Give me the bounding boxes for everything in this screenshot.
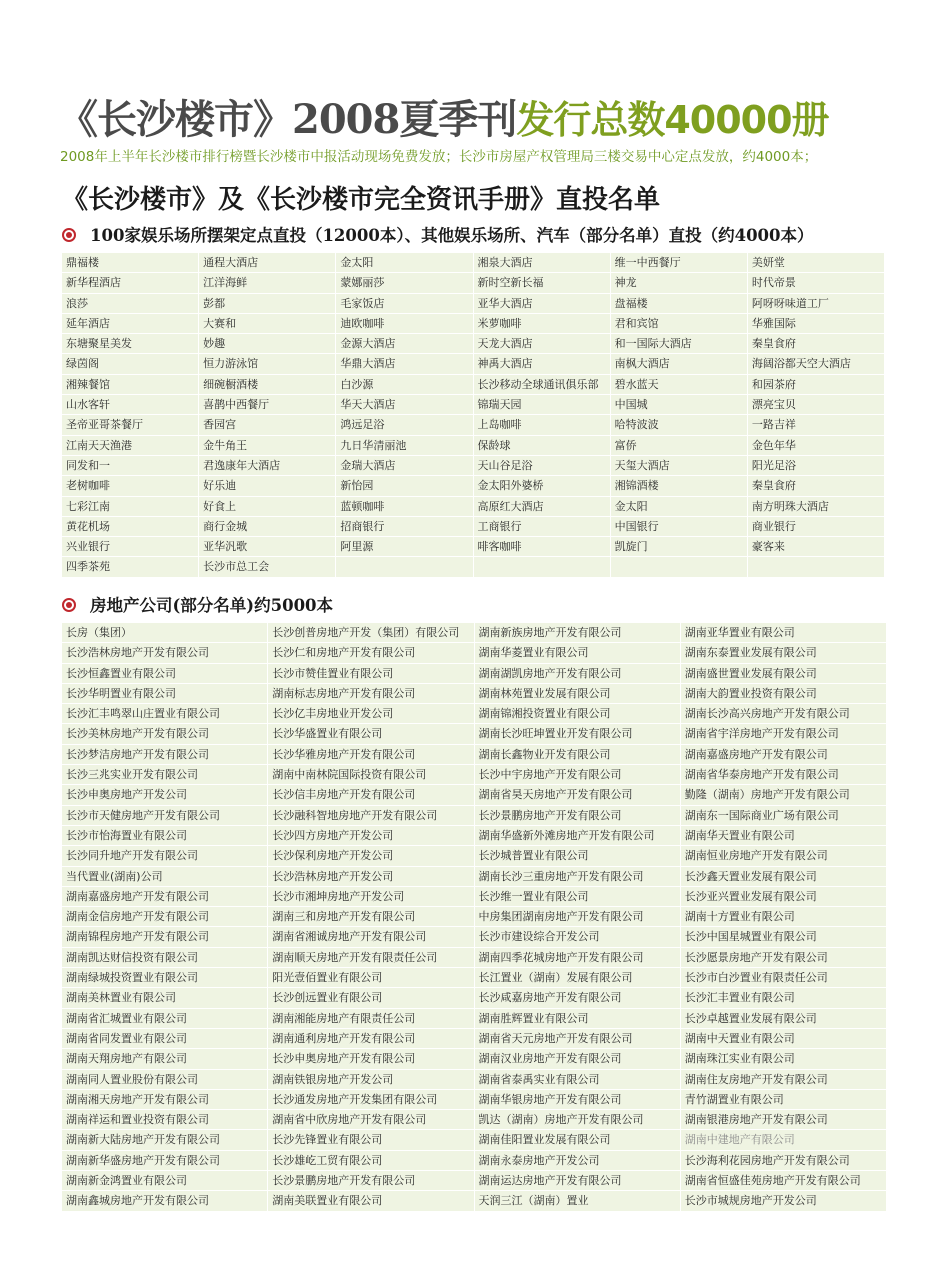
table-cell: 湘辣餐馆 bbox=[62, 375, 198, 395]
table-cell: 金牛角王 bbox=[199, 436, 335, 456]
table-cell: 湖南华菱置业有限公司 bbox=[475, 643, 680, 663]
table-cell: 金色年华 bbox=[748, 436, 884, 456]
table-cell: 湖南胜辉置业有限公司 bbox=[475, 1009, 680, 1029]
table-cell: 长沙同升地产开发有限公司 bbox=[62, 846, 267, 866]
table-cell: 中房集团湖南房地产开发有限公司 bbox=[475, 907, 680, 927]
table-cell: 君逸康年大酒店 bbox=[199, 456, 335, 476]
table-cell: 湖南长沙三重房地产开发有限公司 bbox=[475, 867, 680, 887]
table-cell: 长沙市湘坤房地产开发公司 bbox=[268, 887, 473, 907]
table-cell: 湖南长鑫物业开发有限公司 bbox=[475, 745, 680, 765]
table-cell: 东塘聚星美发 bbox=[62, 334, 198, 354]
table-cell: 长沙移动全球通讯俱乐部 bbox=[474, 375, 610, 395]
table-cell: 大赛和 bbox=[199, 314, 335, 334]
table-cell: 湘锦酒楼 bbox=[611, 476, 747, 496]
list-title: 《长沙楼市》及《长沙楼市完全资讯手册》直投名单 bbox=[62, 185, 661, 215]
table-cell: 湖南锦湘投资置业有限公司 bbox=[475, 704, 680, 724]
table-cell: 长沙创普房地产开发（集团）有限公司 bbox=[268, 623, 473, 643]
table-cell: 中国银行 bbox=[611, 517, 747, 537]
table-cell: 工商银行 bbox=[474, 517, 610, 537]
masthead-publication: 《长沙楼市》2008夏季刊 bbox=[58, 96, 517, 143]
table-cell: 湖南省恒盛佳苑房地产开发有限公司 bbox=[681, 1171, 886, 1191]
table-cell: 九日华清丽池 bbox=[336, 436, 472, 456]
table-cell: 鼎福楼 bbox=[62, 253, 198, 273]
table-cell: 湖南住友房地产开发有限公司 bbox=[681, 1070, 886, 1090]
table-cell: 湖南省宇洋房地产开发有限公司 bbox=[681, 724, 886, 744]
table-cell: 湖南湘天房地产开发有限公司 bbox=[62, 1090, 267, 1110]
table-cell: 湖南华银房地产开发有限公司 bbox=[475, 1090, 680, 1110]
table-cell: 长沙市白沙置业有限责任公司 bbox=[681, 968, 886, 988]
table-cell: 圣帝亚哥茶餐厅 bbox=[62, 415, 198, 435]
table-cell: 长沙雄屹工贸有限公司 bbox=[268, 1151, 473, 1171]
table-cell: 湖南美联置业有限公司 bbox=[268, 1191, 473, 1211]
table-cell: 长沙愿景房地产开发有限公司 bbox=[681, 948, 886, 968]
table-cell: 长沙维一置业有限公司 bbox=[475, 887, 680, 907]
table-cell: 海阔浴都天空大酒店 bbox=[748, 354, 884, 374]
table-cell: 神禹大酒店 bbox=[474, 354, 610, 374]
table-cell: 长沙通发房地产开发集团有限公司 bbox=[268, 1090, 473, 1110]
table-cell: 秦皇食府 bbox=[748, 476, 884, 496]
table-cell: 湖南锦程房地产开发有限公司 bbox=[62, 927, 267, 947]
real-estate-companies-table bbox=[62, 623, 886, 1212]
table-cell: 长沙中宇房地产开发有限公司 bbox=[475, 765, 680, 785]
table-cell: 君和宾馆 bbox=[611, 314, 747, 334]
distribution-note: 2008年上半年长沙楼市排行榜暨长沙楼市中报活动现场免费发放；长沙市房屋产权管理局三楼交易中心定点发放，约4000本； bbox=[60, 149, 818, 165]
table-cell: 长沙市天健房地产开发有限公司 bbox=[62, 806, 267, 826]
table-cell: 湖南新族房地产开发有限公司 bbox=[475, 623, 680, 643]
table-cell: 啡客咖啡 bbox=[474, 537, 610, 557]
table-cell: 高原红大酒店 bbox=[474, 497, 610, 517]
table-cell: 长沙市建设综合开发公司 bbox=[475, 927, 680, 947]
table-cell: 长沙申奥房地产开发有限公司 bbox=[268, 1049, 473, 1069]
table-cell: 长沙华雅房地产开发有限公司 bbox=[268, 745, 473, 765]
section-heading-text: 100家娱乐场所摆架定点直投（12000本）、其他娱乐场所、汽车（部分名单）直投（约4000本） bbox=[90, 226, 814, 245]
table-cell: 长沙浩林房地产开发有限公司 bbox=[62, 643, 267, 663]
table-cell: 长沙海利花园房地产开发有限公司 bbox=[681, 1151, 886, 1171]
table-cell bbox=[611, 557, 747, 577]
table-cell: 长沙恒鑫置业有限公司 bbox=[62, 664, 267, 684]
table-cell: 凯达（湖南）房地产开发有限公司 bbox=[475, 1110, 680, 1130]
table-cell: 天山谷足浴 bbox=[474, 456, 610, 476]
table-cell: 湖南嘉盛房地产开发有限公司 bbox=[62, 887, 267, 907]
table-cell: 神龙 bbox=[611, 273, 747, 293]
table-cell: 湖南新大陆房地产开发有限公司 bbox=[62, 1130, 267, 1150]
table-cell: 长沙景鹏房地产开发有限公司 bbox=[268, 1171, 473, 1191]
table-cell: 长沙亚兴置业发展有限公司 bbox=[681, 887, 886, 907]
table-cell: 锦瑞天园 bbox=[474, 395, 610, 415]
bullet-icon bbox=[62, 228, 76, 242]
table-cell: 一路吉祥 bbox=[748, 415, 884, 435]
table-cell: 湖南省昊天房地产开发有限公司 bbox=[475, 785, 680, 805]
table-cell: 通程大酒店 bbox=[199, 253, 335, 273]
table-cell: 华雅国际 bbox=[748, 314, 884, 334]
table-cell: 长房（集团） bbox=[62, 623, 267, 643]
table-cell: 湖南长沙旺坤置业开发有限公司 bbox=[475, 724, 680, 744]
table-cell: 湖南美林置业有限公司 bbox=[62, 988, 267, 1008]
table-cell: 山水客轩 bbox=[62, 395, 198, 415]
table-cell: 湖南新金鸿置业有限公司 bbox=[62, 1171, 267, 1191]
table-cell: 时代帝景 bbox=[748, 273, 884, 293]
table-cell: 华天大酒店 bbox=[336, 395, 472, 415]
table-cell: 盘福楼 bbox=[611, 294, 747, 314]
table-cell: 湖南鑫城房地产开发有限公司 bbox=[62, 1191, 267, 1211]
table-cell: 长沙市城规房地产开发公司 bbox=[681, 1191, 886, 1211]
table-cell: 湖南省泰禹实业有限公司 bbox=[475, 1070, 680, 1090]
table-cell: 新时空新长福 bbox=[474, 273, 610, 293]
table-cell: 湖南中建地产有限公司 bbox=[681, 1130, 886, 1150]
table-cell: 毛家饭店 bbox=[336, 294, 472, 314]
table-cell: 湖南省汇城置业有限公司 bbox=[62, 1009, 267, 1029]
table-cell: 湖南新华盛房地产开发有限公司 bbox=[62, 1151, 267, 1171]
table-cell: 香园宫 bbox=[199, 415, 335, 435]
table-cell: 和园茶府 bbox=[748, 375, 884, 395]
table-cell: 湖南省华泰房地产开发有限公司 bbox=[681, 765, 886, 785]
table-cell: 长沙鑫天置业发展有限公司 bbox=[681, 867, 886, 887]
table-cell: 白沙源 bbox=[336, 375, 472, 395]
table-cell: 湖南顺天房地产开发有限责任公司 bbox=[268, 948, 473, 968]
table-cell: 长沙四方房地产开发公司 bbox=[268, 826, 473, 846]
table-cell: 天润三江（湖南）置业 bbox=[475, 1191, 680, 1211]
entertainment-venues-table bbox=[62, 253, 884, 578]
table-cell: 长沙三兆实业开发有限公司 bbox=[62, 765, 267, 785]
table-cell: 四季茶苑 bbox=[62, 557, 198, 577]
bullet-icon bbox=[62, 598, 76, 612]
table-cell: 长沙汇丰鸣翠山庄置业有限公司 bbox=[62, 704, 267, 724]
section-heading-text: 房地产公司(部分名单)约5000本 bbox=[90, 596, 334, 615]
table-cell: 长沙景鹏房地产开发有限公司 bbox=[475, 806, 680, 826]
table-cell: 蒙娜丽莎 bbox=[336, 273, 472, 293]
section-realestate-heading bbox=[62, 594, 922, 618]
table-cell: 湖南运达房地产开发有限公司 bbox=[475, 1171, 680, 1191]
table-cell: 湖南银港房地产开发有限公司 bbox=[681, 1110, 886, 1130]
table-cell: 和一国际大酒店 bbox=[611, 334, 747, 354]
table-cell: 湖南林苑置业发展有限公司 bbox=[475, 684, 680, 704]
table-cell: 湖南铁银房地产开发公司 bbox=[268, 1070, 473, 1090]
table-cell: 长沙梦洁房地产开发有限公司 bbox=[62, 745, 267, 765]
table-cell: 湖南长沙高兴房地产开发有限公司 bbox=[681, 704, 886, 724]
table-cell: 湖南东泰置业发展有限公司 bbox=[681, 643, 886, 663]
table-cell: 湖南湖凯房地产开发有限公司 bbox=[475, 664, 680, 684]
table-cell: 彭都 bbox=[199, 294, 335, 314]
table-cell: 亚华汎歌 bbox=[199, 537, 335, 557]
table-cell: 当代置业(湖南)公司 bbox=[62, 867, 267, 887]
table-cell: 长沙先锋置业有限公司 bbox=[268, 1130, 473, 1150]
table-cell: 长沙亿丰房地业开发公司 bbox=[268, 704, 473, 724]
table-cell: 新华程酒店 bbox=[62, 273, 198, 293]
table-cell: 商业银行 bbox=[748, 517, 884, 537]
table-cell: 七彩江南 bbox=[62, 497, 198, 517]
table-cell: 湖南凯达财信投资有限公司 bbox=[62, 948, 267, 968]
table-cell: 湖南省同发置业有限公司 bbox=[62, 1029, 267, 1049]
table-cell: 湖南华盛新外滩房地产开发有限公司 bbox=[475, 826, 680, 846]
table-cell: 秦皇食府 bbox=[748, 334, 884, 354]
table-cell: 豪客来 bbox=[748, 537, 884, 557]
table-cell: 阳光壹佰置业有限公司 bbox=[268, 968, 473, 988]
table-cell: 长沙汇丰置业有限公司 bbox=[681, 988, 886, 1008]
table-cell: 金太阳 bbox=[611, 497, 747, 517]
table-cell: 阳光足浴 bbox=[748, 456, 884, 476]
table-cell: 南枫大酒店 bbox=[611, 354, 747, 374]
table-cell: 长沙美林房地产开发有限公司 bbox=[62, 724, 267, 744]
table-cell: 湖南大韵置业投资有限公司 bbox=[681, 684, 886, 704]
table-cell: 长沙市总工会 bbox=[199, 557, 335, 577]
table-cell: 湖南四季花城房地产开发有限公司 bbox=[475, 948, 680, 968]
table-cell: 细碗橱酒楼 bbox=[199, 375, 335, 395]
table-cell: 绿茵阁 bbox=[62, 354, 198, 374]
table-cell: 湖南天翔房地产有限公司 bbox=[62, 1049, 267, 1069]
table-cell: 长沙华明置业有限公司 bbox=[62, 684, 267, 704]
table-cell: 湖南十方置业有限公司 bbox=[681, 907, 886, 927]
table-cell: 漂亮宝贝 bbox=[748, 395, 884, 415]
table-cell: 米萝咖啡 bbox=[474, 314, 610, 334]
table-cell: 维一中西餐厅 bbox=[611, 253, 747, 273]
table-cell: 保龄球 bbox=[474, 436, 610, 456]
table-cell: 湖南珠江实业有限公司 bbox=[681, 1049, 886, 1069]
table-cell: 商行金城 bbox=[199, 517, 335, 537]
table-cell: 湖南绿城投资置业有限公司 bbox=[62, 968, 267, 988]
table-cell: 凯旋门 bbox=[611, 537, 747, 557]
table-cell: 长沙融科智地房地产开发有限公司 bbox=[268, 806, 473, 826]
table-cell: 湖南华天置业有限公司 bbox=[681, 826, 886, 846]
table-cell: 勤隆（湖南）房地产开发有限公司 bbox=[681, 785, 886, 805]
table-cell: 湖南湘能房地产有限责任公司 bbox=[268, 1009, 473, 1029]
table-cell: 亚华大酒店 bbox=[474, 294, 610, 314]
table-cell: 浪莎 bbox=[62, 294, 198, 314]
masthead-highlight: 发行总数40000册 bbox=[516, 98, 829, 142]
table-cell: 湖南省天元房地产开发有限公司 bbox=[475, 1029, 680, 1049]
masthead bbox=[58, 94, 938, 146]
table-cell: 恒力游泳馆 bbox=[199, 354, 335, 374]
table-cell: 湖南恒业房地产开发有限公司 bbox=[681, 846, 886, 866]
table-cell bbox=[748, 557, 884, 577]
table-cell: 湖南金信房地产开发有限公司 bbox=[62, 907, 267, 927]
table-cell: 招商银行 bbox=[336, 517, 472, 537]
table-cell: 江洋海鲜 bbox=[199, 273, 335, 293]
table-cell: 湖南中天置业有限公司 bbox=[681, 1029, 886, 1049]
table-cell: 黄花机场 bbox=[62, 517, 198, 537]
table-cell: 鸿远足浴 bbox=[336, 415, 472, 435]
table-cell: 长沙市怡海置业有限公司 bbox=[62, 826, 267, 846]
table-cell: 湖南省湘诚房地产开发有限公司 bbox=[268, 927, 473, 947]
table-cell: 金源大酒店 bbox=[336, 334, 472, 354]
table-cell: 湖南通利房地产开发有限公司 bbox=[268, 1029, 473, 1049]
table-cell: 湖南标志房地产开发有限公司 bbox=[268, 684, 473, 704]
table-cell: 湖南盛世置业发展有限公司 bbox=[681, 664, 886, 684]
table-cell: 湖南永泰房地产开发公司 bbox=[475, 1151, 680, 1171]
table-cell: 哈特波波 bbox=[611, 415, 747, 435]
table-cell: 长沙中国星城置业有限公司 bbox=[681, 927, 886, 947]
table-cell: 妙趣 bbox=[199, 334, 335, 354]
table-cell: 富侨 bbox=[611, 436, 747, 456]
table-cell: 金瑞大酒店 bbox=[336, 456, 472, 476]
table-cell: 长沙信丰房地产开发有限公司 bbox=[268, 785, 473, 805]
table-cell: 蓝顿咖啡 bbox=[336, 497, 472, 517]
table-cell: 兴业银行 bbox=[62, 537, 198, 557]
table-cell: 长沙浩林房地产开发公司 bbox=[268, 867, 473, 887]
table-cell: 上岛咖啡 bbox=[474, 415, 610, 435]
table-cell: 金太阳 bbox=[336, 253, 472, 273]
table-cell: 长江置业（湖南）发展有限公司 bbox=[475, 968, 680, 988]
table-cell: 青竹湖置业有限公司 bbox=[681, 1090, 886, 1110]
table-cell: 长沙华盛置业有限公司 bbox=[268, 724, 473, 744]
table-cell: 长沙城普置业有限公司 bbox=[475, 846, 680, 866]
section-entertainment-heading bbox=[62, 224, 922, 248]
table-cell: 天玺大酒店 bbox=[611, 456, 747, 476]
table-cell: 好乐迪 bbox=[199, 476, 335, 496]
table-cell: 湖南三和房地产开发有限公司 bbox=[268, 907, 473, 927]
table-cell: 湘泉大酒店 bbox=[474, 253, 610, 273]
table-cell: 长沙仁和房地产开发有限公司 bbox=[268, 643, 473, 663]
table-cell: 长沙咸嘉房地产开发有限公司 bbox=[475, 988, 680, 1008]
table-cell: 湖南祥运和置业投资有限公司 bbox=[62, 1110, 267, 1130]
table-cell: 美妍堂 bbox=[748, 253, 884, 273]
table-cell: 华鼎大酒店 bbox=[336, 354, 472, 374]
table-cell: 延年酒店 bbox=[62, 314, 198, 334]
table-cell: 江南天天渔港 bbox=[62, 436, 198, 456]
table-cell bbox=[474, 557, 610, 577]
table-cell bbox=[336, 557, 472, 577]
table-cell: 中国城 bbox=[611, 395, 747, 415]
table-cell: 湖南嘉盛房地产开发有限公司 bbox=[681, 745, 886, 765]
table-cell: 老树咖啡 bbox=[62, 476, 198, 496]
table-cell: 湖南同人置业股份有限公司 bbox=[62, 1070, 267, 1090]
table-cell: 阿呀呀味道工厂 bbox=[748, 294, 884, 314]
table-cell: 天龙大酒店 bbox=[474, 334, 610, 354]
table-cell: 好食上 bbox=[199, 497, 335, 517]
table-cell: 阿里源 bbox=[336, 537, 472, 557]
table-cell: 迪欧咖啡 bbox=[336, 314, 472, 334]
table-cell: 南方明珠大酒店 bbox=[748, 497, 884, 517]
table-cell: 湖南佳阳置业发展有限公司 bbox=[475, 1130, 680, 1150]
table-cell: 湖南亚华置业有限公司 bbox=[681, 623, 886, 643]
table-cell: 新怡园 bbox=[336, 476, 472, 496]
table-cell: 长沙市赞佳置业有限公司 bbox=[268, 664, 473, 684]
table-cell: 湖南东一国际商业广场有限公司 bbox=[681, 806, 886, 826]
table-cell: 金太阳外婆桥 bbox=[474, 476, 610, 496]
table-cell: 同发和一 bbox=[62, 456, 198, 476]
table-cell: 长沙创远置业有限公司 bbox=[268, 988, 473, 1008]
table-cell: 长沙保利房地产开发公司 bbox=[268, 846, 473, 866]
table-cell: 湖南省中欣房地产开发有限公司 bbox=[268, 1110, 473, 1130]
table-cell: 湖南汉业房地产开发有限公司 bbox=[475, 1049, 680, 1069]
table-cell: 长沙申奥房地产开发公司 bbox=[62, 785, 267, 805]
table-cell: 喜鹊中西餐厅 bbox=[199, 395, 335, 415]
table-cell: 湖南中南林院国际投资有限公司 bbox=[268, 765, 473, 785]
table-cell: 碧水蓝天 bbox=[611, 375, 747, 395]
table-cell: 长沙卓越置业发展有限公司 bbox=[681, 1009, 886, 1029]
